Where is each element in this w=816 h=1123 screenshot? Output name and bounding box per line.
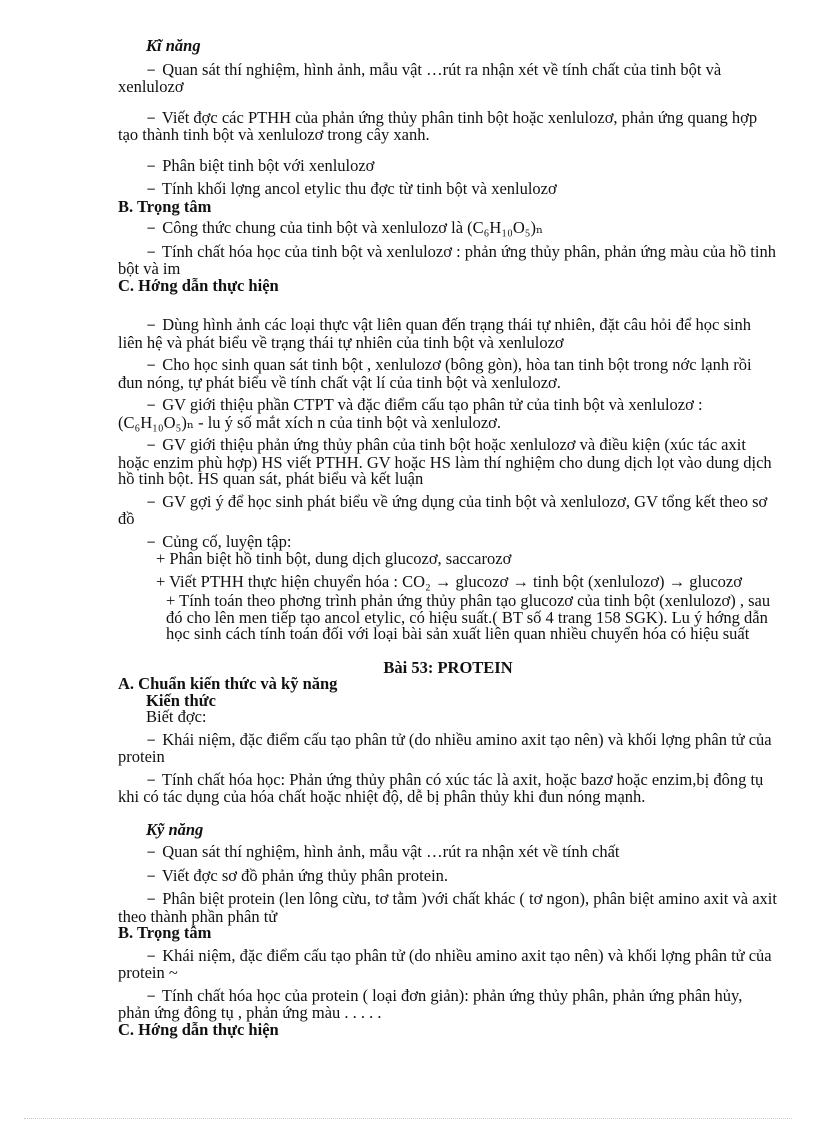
section-c-heading: C. Hớng dẫn thực hiện [118,1019,279,1039]
bullet-text: GV giới thiệu phản ứng thủy phân của tinh bột hoặc xenlulozơ và điều kiện (xúc tác axit hoặc enzim phù hợp) HS viết PTHH. GV hoặc HS làm thí nghiệm cho dung dịch lọt vào dung dịch hồ tinh bột. HS quan sát, phát biểu và kết luận [118,435,772,488]
dash-icon: − [146,948,157,963]
bullet-item [118,865,778,886]
bullet-item [118,241,778,278]
bullet-item [118,181,778,199]
kien-thuc-heading: Kiến thức [146,690,216,710]
bullet-item [118,59,778,96]
dash-icon: − [146,358,157,372]
document-page [118,38,778,1038]
bullet-text: Tính chất hóa học: Phản ứng thủy phân có xúc tác là axit, hoặc bazơ hoặc enzim,bị đông tụ khi có tác dụng của hóa chất hoặc nhiệt độ, dễ bị phân thủy khi đun nóng mạnh. [118,769,764,806]
plus-item: + Phân biệt hồ tinh bột, dung dịch glucozơ, saccarozơ [156,549,512,568]
dash-icon: − [146,868,157,883]
bullet-item [118,769,778,806]
bullet-item [118,945,778,982]
plus-item: + Tính toán theo phơng trình phản ứng thủy phân tạo glucozơ của tinh bột (xenlulozơ) , sau đó cho lên men tiếp tạo ancol etylic, có hiệu suất.( BT số 4 trang 158 SGK). Lu ý hớng dẫn học sinh cách tính toán đối với loại bài sản xuất liên quan nhiều chuyển hóa có hiệu suất [166,591,771,643]
bullet-item [118,155,778,176]
dash-icon: − [146,398,157,412]
bullet-item [118,729,778,766]
dash-icon: − [146,158,157,173]
dash-icon: − [146,494,157,509]
biet-duoc-label: Biết đợc: [146,707,207,726]
page-bottom-divider [24,1118,792,1119]
ki-nang-heading: Kĩ năng [146,36,201,55]
bullet-text: Tính chất hóa học của tinh bột và xenlulozơ : phản ứng thủy phân, phản ứng màu của hồ tinh bột và im [118,241,776,278]
dash-icon: − [146,988,157,1003]
section-c-heading: C. Hớng dẫn thực hiện [118,275,279,295]
bullet-text: Phân biệt tinh bột với xenlulozơ [162,155,375,175]
bullet-item [118,220,778,238]
section-b-heading: B. Trọng tâm [118,196,212,216]
dash-icon: − [146,182,157,196]
dash-icon: − [146,732,157,747]
plus-item: + Viết PTHH thực hiện chuyển hóa : CO₂ → glucozơ → tinh bột (xenlulozơ) → glucozơ [156,571,742,591]
bullet-item [118,437,778,488]
dash-icon: − [146,221,157,235]
section-b-heading: B. Trọng tâm [118,923,212,942]
dash-icon: − [146,244,157,259]
dash-icon: − [146,534,157,549]
bullet-item [118,844,778,862]
dash-icon: − [146,845,157,859]
bullet-text: Tính khối lợng ancol etylic thu đợc từ tinh bột và xenlulozơ [161,179,557,198]
bullet-text: Công thức chung của tinh bột và xenlulozơ là (C₆H₁₀O₅)ₙ [162,218,544,237]
section-a-heading: A. Chuẩn kiến thức và kỹ năng [118,674,338,693]
dash-icon: − [146,438,157,452]
bullet-text: Quan sát thí nghiệm, hình ảnh, mẫu vật …rút ra nhận xét về tính chất của tinh bột và xenlulozơ [118,59,722,96]
dash-icon: − [146,110,157,125]
bullet-text: Khái niệm, đặc điểm cấu tạo phân tử (do nhiều amino axit tạo nên) và khối lợng phân tử của protein ~ [118,945,772,982]
bullet-text: Dùng hình ảnh các loại thực vật liên quan đến trạng thái tự nhiên, đặt câu hỏi để học sinh liên hệ và phát biểu về trạng thái tự nhiên của tinh bột và xenlulozơ [118,315,751,352]
bullet-text: Củng cố, luyện tập: [162,531,292,551]
bullet-text: Cho học sinh quan sát tinh bột , xenlulozơ (bông gòn), hòa tan tinh bột trong nớc lạnh rồi đun nóng, tự phát biểu về tính chất vật lí của tinh bột và xenlulozơ. [118,355,752,392]
dash-icon: − [146,772,157,787]
bullet-text: Tính chất hóa học của protein ( loại đơn giản): phản ứng thủy phân, phản ứng phân hủy, phản ứng đông tụ , phản ứng màu . . . . . [118,985,743,1022]
bullet-text: GV gợi ý để học sinh phát biểu về ứng dụng của tinh bột và xenlulozơ, GV tổng kết theo sơ đồ [118,491,768,528]
bullet-item [118,491,778,528]
dash-icon: − [146,892,157,906]
dash-icon: − [146,62,157,77]
bullet-text: Viết đợc các PTHH của phản ứng thủy phân tinh bột hoặc xenlulozơ, phản ứng quang hợp tạo thành tinh bột và xenlulozơ trong cây xanh. [118,107,758,144]
bullet-item [118,107,778,144]
ky-nang-heading: Kỹ năng [146,819,204,839]
lesson-title: Bài 53: PROTEIN [383,657,513,677]
bullet-text: Phân biệt protein (len lông cừu, tơ tằm )với chất khác ( tơ ngon), phân biệt amino axit và axit theo thành phần phân tử [118,889,777,926]
bullet-item [118,985,778,1022]
bullet-text: Quan sát thí nghiệm, hình ảnh, mẫu vật …rút ra nhận xét về tính chất [162,842,620,861]
bullet-text: Khái niệm, đặc điểm cấu tạo phân tử (do nhiều amino axit tạo nên) và khối lợng phân tử của protein [118,729,772,766]
bullet-text: Viết đợc sơ đồ phản ứng thủy phân protein. [161,865,449,885]
bullet-text: GV giới thiệu phần CTPT và đặc điểm cấu tạo phân tử của tinh bột và xenlulozơ : (C₆H₁₀O₅)ₙ - lu ý số mắt xích n của tinh bột và xenlulozơ. [118,395,703,432]
bullet-item [118,357,778,391]
bullet-item [118,397,778,431]
dash-icon: − [146,318,157,332]
bullet-item [118,317,778,351]
bullet-item [118,891,778,925]
